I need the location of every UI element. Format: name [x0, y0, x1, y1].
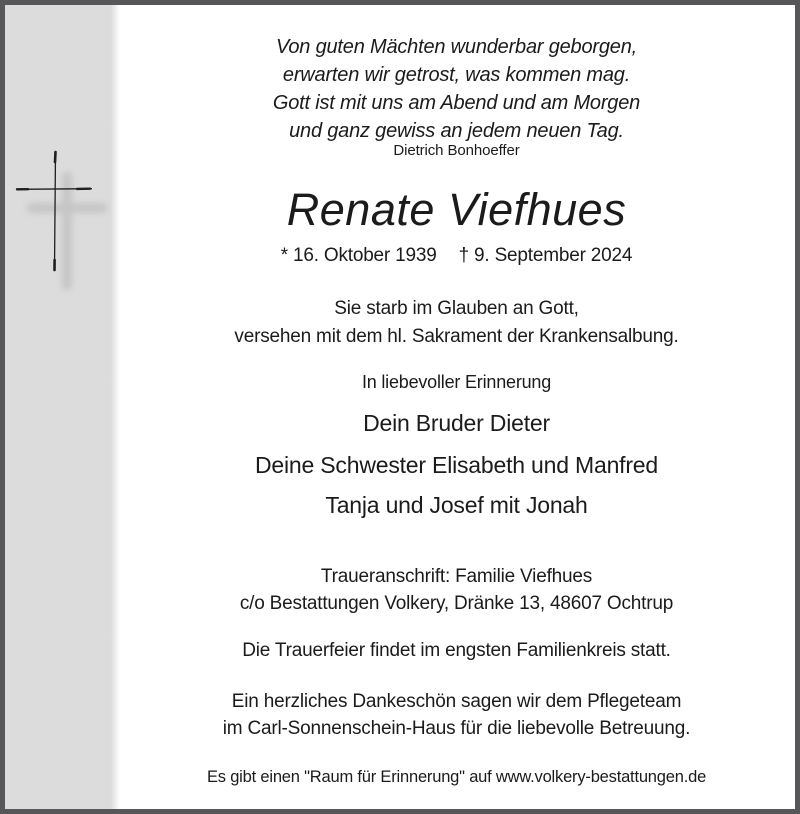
deceased-name: Renate Viefhues: [286, 184, 627, 235]
address-line: c/o Bestattungen Volkery, Dränke 13, 48607 Ochtrup: [239, 593, 674, 614]
quote-line: Gott ist mit uns am Abend und am Morgen: [272, 92, 641, 114]
mourner-line: Deine Schwester Elisabeth und Manfred: [255, 452, 658, 478]
birth-date: * 16. Oktober 1939: [280, 245, 437, 266]
thanks-line: Ein herzliches Dankeschön sagen wir dem Pflegeteam: [231, 691, 682, 712]
left-strip: [5, 5, 120, 809]
thanks-note: [118, 688, 795, 742]
quote-line: Von guten Mächten wunderbar geborgen,: [275, 36, 637, 58]
footer-note: Es gibt einen "Raum für Erinnerung" auf www.volkery-bestattungen.de: [206, 768, 707, 786]
mourner-line: Tanja und Josef mit Jonah: [325, 492, 588, 518]
mourning-address: [118, 563, 795, 617]
cross-icon: [5, 145, 118, 305]
faith-statement: [118, 295, 795, 351]
thanks-line: im Carl-Sonnenschein-Haus für die liebevolle Betreuung.: [222, 718, 691, 739]
quote-block: [118, 33, 795, 145]
faith-line: versehen mit dem hl. Sakrament der Krankensalbung.: [234, 326, 679, 347]
quote-line: erwarten wir getrost, was kommen mag.: [282, 64, 631, 86]
life-dates: [118, 243, 795, 269]
quote-author: Dietrich Bonhoeffer: [393, 142, 520, 159]
faith-line: Sie starb im Glauben an Gott,: [334, 298, 579, 319]
mourner-line: Dein Bruder Dieter: [363, 410, 550, 436]
ceremony-note: Die Trauerfeier findet im engsten Familienkreis statt.: [242, 640, 671, 661]
remembrance-heading: In liebevoller Erinnerung: [361, 372, 552, 392]
address-line: Traueranschrift: Familie Viefhues: [320, 566, 593, 587]
quote-line: und ganz gewiss an jedem neuen Tag.: [289, 120, 624, 142]
death-date: † 9. September 2024: [458, 245, 633, 266]
obituary-content: [118, 5, 795, 809]
